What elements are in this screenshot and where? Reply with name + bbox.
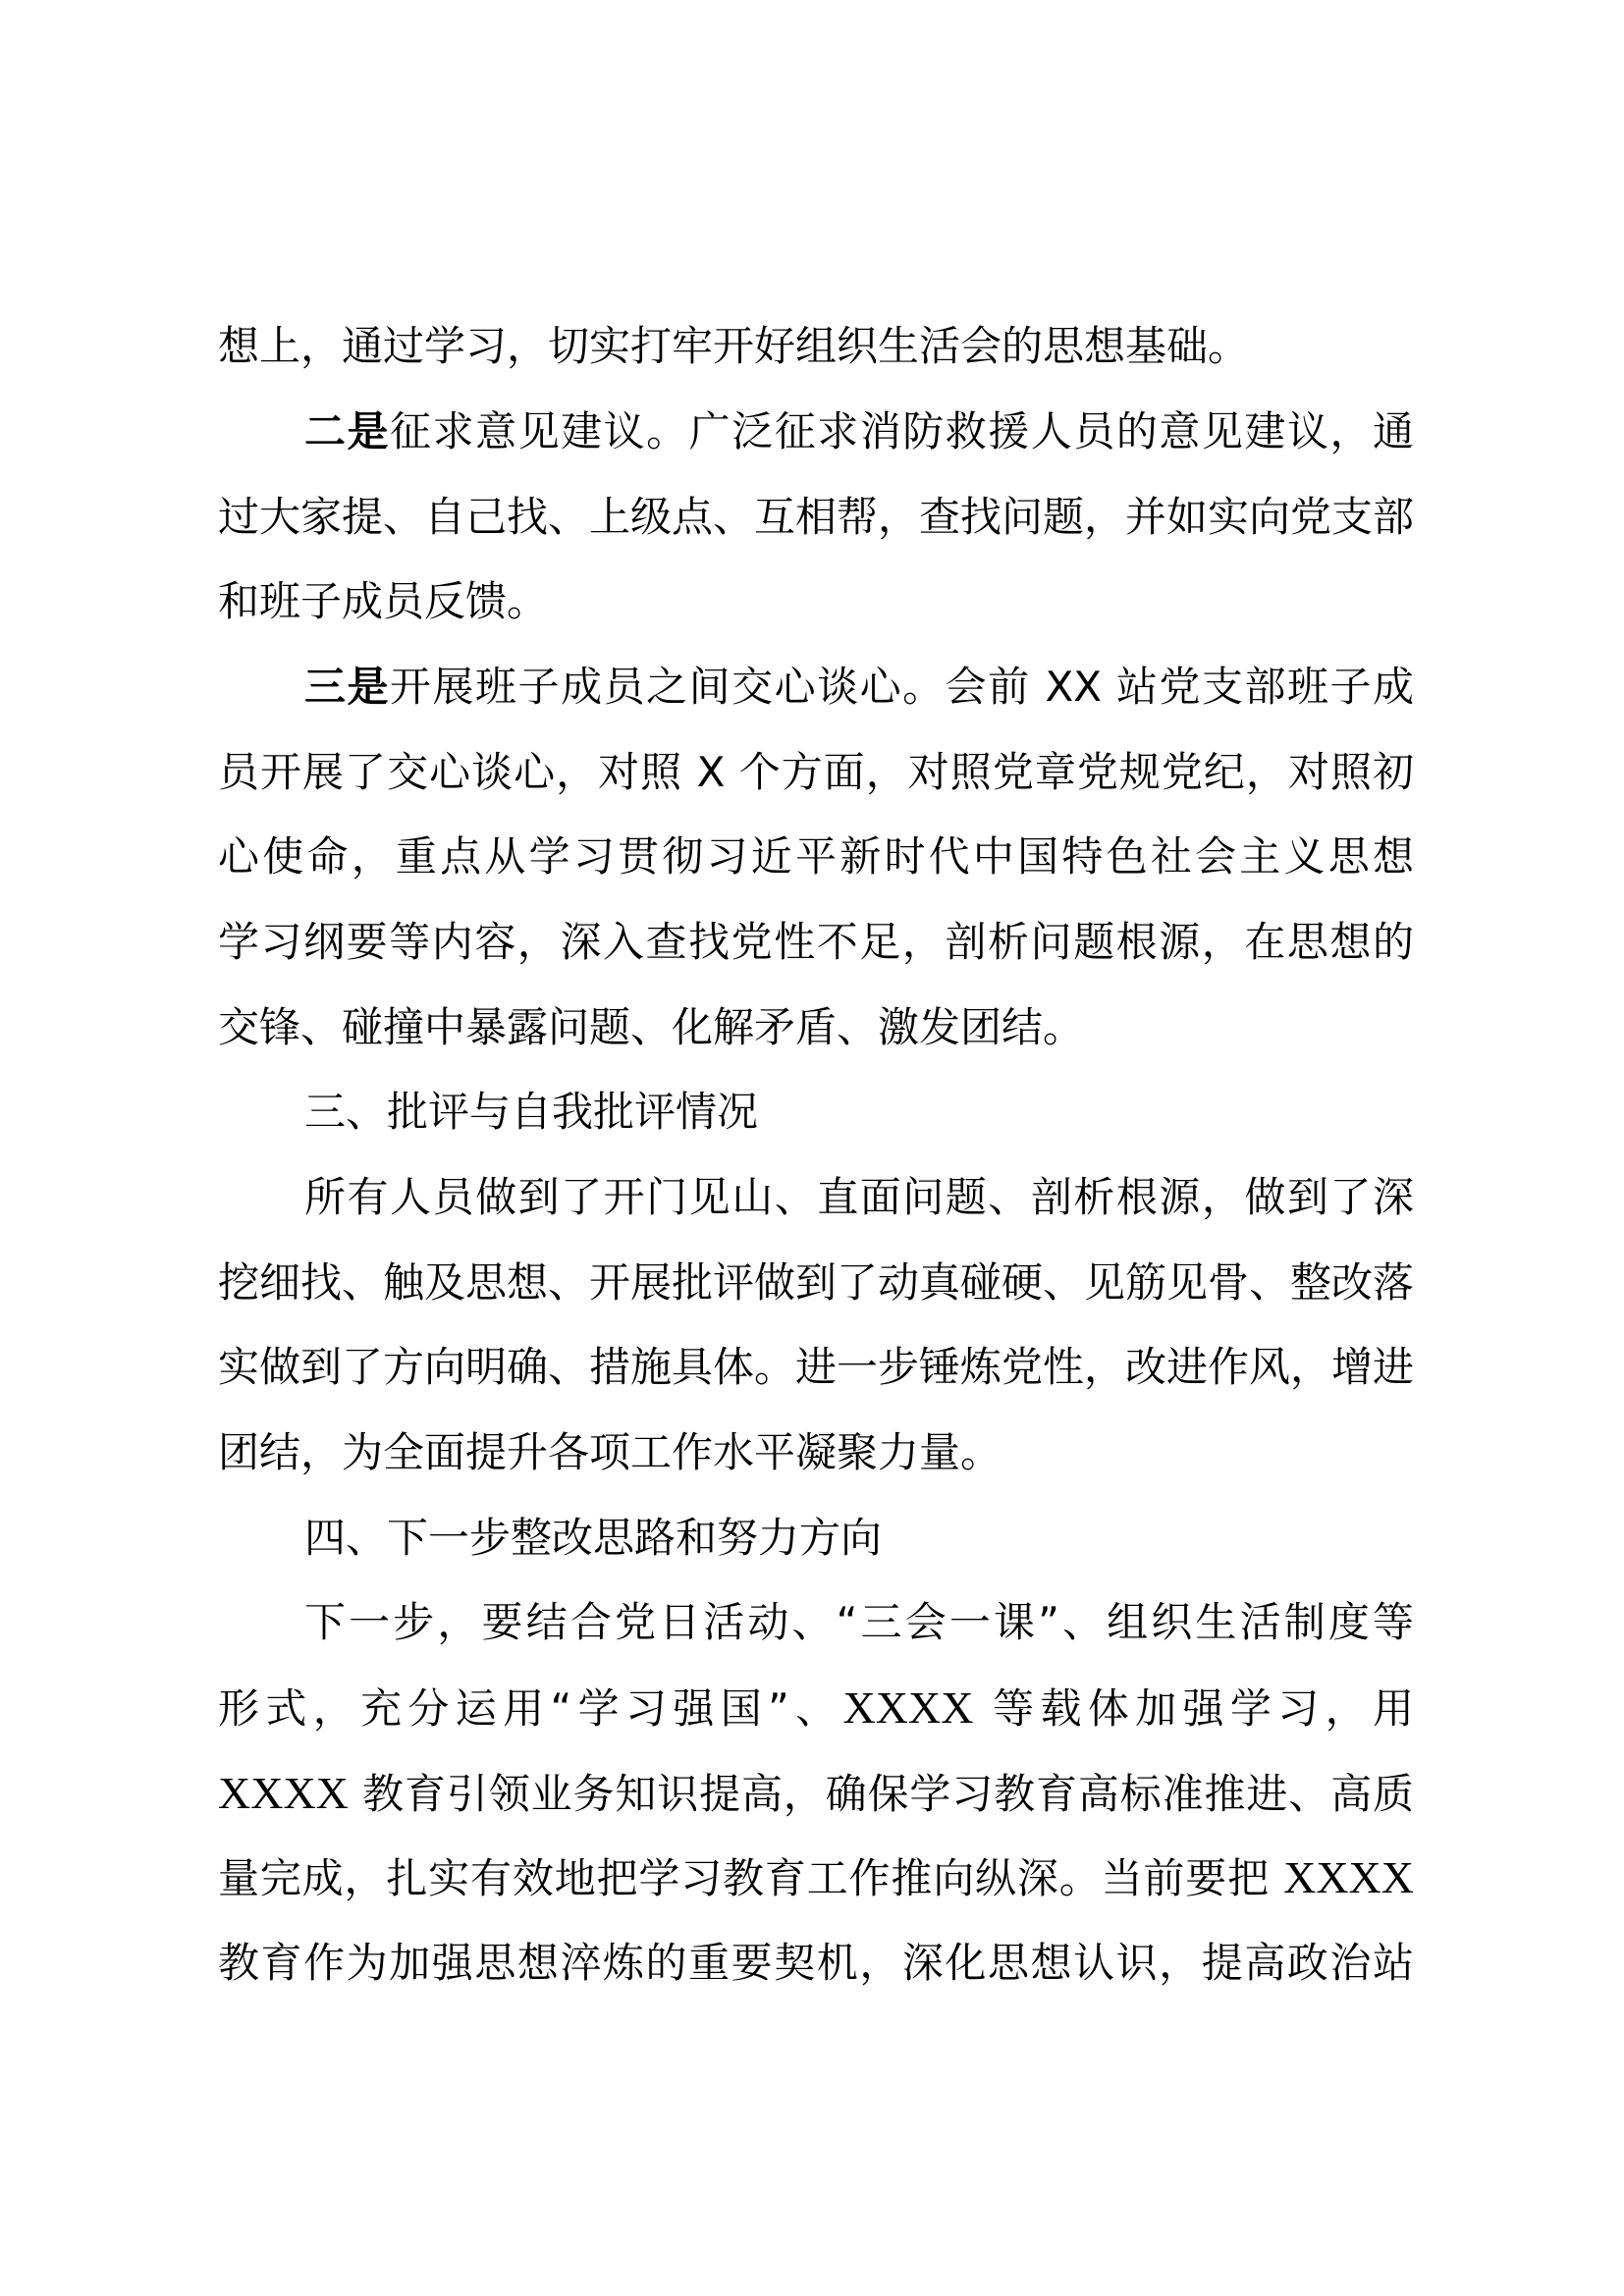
paragraph-line bbox=[218, 317, 1414, 376]
line-text: 所有人员做到了开门见山、直面问题、剖析根源，做到了深 bbox=[304, 1173, 1414, 1221]
paragraph-line bbox=[218, 1423, 1414, 1482]
paragraph-line bbox=[218, 488, 1414, 547]
line-text: 心使命，重点从学习贯彻习近平新时代中国特色社会主义思想 bbox=[218, 832, 1414, 881]
placeholder-text: XXXX bbox=[1283, 1852, 1414, 1902]
paragraph-line bbox=[304, 1593, 1414, 1652]
paragraph-line bbox=[218, 1338, 1414, 1397]
line-text: 团结，为全面提升各项工作水平凝聚力量。 bbox=[218, 1428, 1002, 1476]
line-text: 形式，充分运用“学习强国”、 bbox=[218, 1684, 843, 1733]
paragraph-line bbox=[218, 1254, 1414, 1312]
paragraph-line bbox=[304, 402, 1414, 461]
paragraph-line bbox=[304, 658, 1414, 717]
line-text: 教育作为加强思想淬炼的重要契机，深化思想认识，提高政治站 bbox=[218, 1939, 1414, 1987]
line-text: 员开展了交心谈心，对照 X 个方面，对照党章党规党纪，对照初 bbox=[218, 748, 1414, 796]
paragraph-line bbox=[304, 1168, 1414, 1227]
line-text: 交锋、碰撞中暴露问题、化解矛盾、激发团结。 bbox=[218, 1003, 1085, 1051]
heading-text: 三、批评与自我批评情况 bbox=[304, 1088, 759, 1136]
line-text: 过大家提、自己找、上级点、互相帮，查找问题，并如实向党支部 bbox=[218, 493, 1415, 541]
bold-lead-in: 三是 bbox=[304, 663, 391, 711]
paragraph-line bbox=[218, 828, 1414, 886]
paragraph-line bbox=[218, 743, 1414, 802]
line-text: 和班子成员反馈。 bbox=[218, 577, 549, 625]
line-text: 下一步，要结合党日活动、“三会一课”、组织生活制度等 bbox=[304, 1598, 1414, 1646]
line-text: 学习纲要等内容，深入查找党性不足，剖析问题根源，在思想的 bbox=[218, 918, 1414, 966]
line-text: 征求意见建议。广泛征求消防救援人员的意见建议，通 bbox=[390, 407, 1414, 455]
line-text: 量完成，扎实有效地把学习教育工作推向纵深。当前要把 bbox=[218, 1854, 1284, 1902]
line-text: 实做到了方向明确、措施具体。进一步锤炼党性，改进作风，增进 bbox=[218, 1343, 1415, 1391]
paragraph-line bbox=[218, 1679, 1414, 1737]
paragraph-line bbox=[218, 1934, 1414, 1993]
line-text: 等载体加强学习，用 bbox=[973, 1684, 1414, 1733]
paragraph-line bbox=[218, 1764, 1414, 1823]
line-text: 教育引领业务知识提高，确保学习教育高标准推进、高质 bbox=[348, 1770, 1414, 1818]
paragraph-line bbox=[218, 998, 1414, 1057]
paragraph-line bbox=[218, 1848, 1414, 1907]
line-text: 开展班子成员之间交心谈心。会前 XX 站党支部班子成 bbox=[390, 663, 1414, 711]
line-text: 挖细找、触及思想、开展批评做到了动真碰硬、见筋见骨、整改落 bbox=[218, 1258, 1415, 1307]
placeholder-text: XXXX bbox=[842, 1682, 974, 1733]
paragraph-line bbox=[218, 913, 1414, 972]
heading-text: 四、下一步整改思路和努力方向 bbox=[304, 1514, 883, 1562]
section-heading bbox=[304, 1083, 1414, 1142]
bold-lead-in: 二是 bbox=[304, 407, 391, 455]
line-text: 想上，通过学习，切实打牢开好组织生活会的思想基础。 bbox=[218, 322, 1250, 370]
section-heading bbox=[304, 1509, 1414, 1568]
placeholder-text: XXXX bbox=[218, 1768, 349, 1818]
paragraph-line bbox=[218, 572, 1414, 631]
